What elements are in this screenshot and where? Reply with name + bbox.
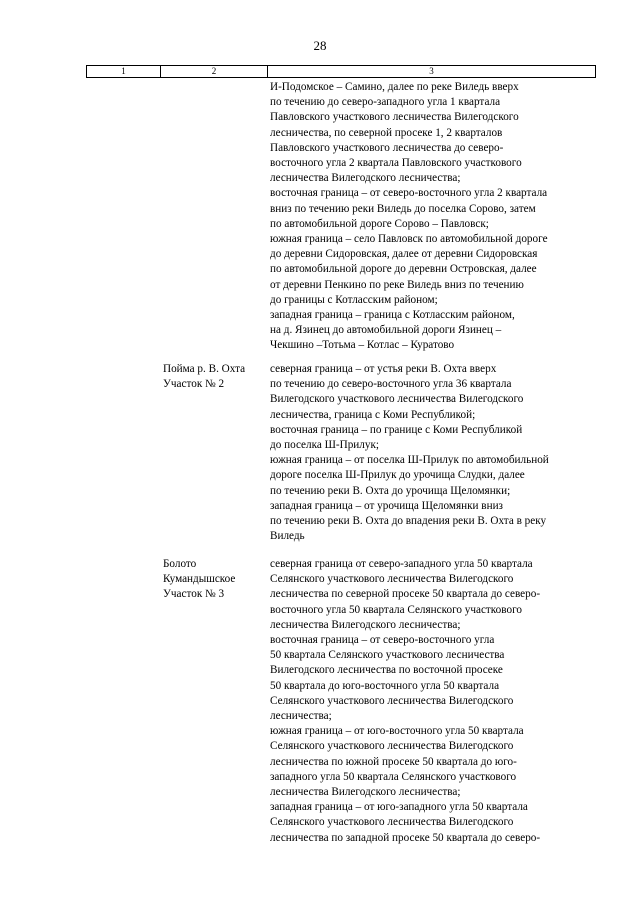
text-line: северная граница от северо-западного угла 50 квартала [270, 558, 533, 570]
text-line: восточная граница – по границе с Коми Республикой [270, 423, 523, 436]
text-line: Вилегодского участкового лесничества Вилегодского [270, 393, 524, 406]
text-line: по течению до северо-восточного угла 36 квартала [270, 378, 512, 391]
boundary-description [270, 362, 600, 544]
page-number: 28 [313, 38, 327, 53]
text-line: дороге поселка Ш-Прилук до урочища Слудки, далее [270, 469, 525, 482]
plot-name [163, 557, 268, 603]
text-line: до поселка Ш-Прилук; [270, 439, 380, 452]
text-line: восточного угла 2 квартала Павловского участкового [270, 157, 522, 170]
text-line: лесничества по северной просеке 50 квартала до северо- [270, 588, 541, 601]
boundary-description [270, 557, 600, 846]
text-line: Виледь [270, 530, 305, 543]
text-line: Чекшино –Тотьма – Котлас – Куратово [270, 339, 455, 352]
text-line: Болото [163, 558, 197, 570]
column-header-2: 2 [161, 66, 268, 77]
text-line: Селянского участкового лесничества Вилегодского [270, 573, 514, 586]
text-line: лесничества по западной просеке 50 квартала до северо- [270, 831, 541, 844]
plot-name [163, 362, 268, 392]
column-header-3: 3 [429, 66, 434, 76]
text-line: южная граница – от поселка Ш-Прилук по автомобильной [270, 454, 549, 467]
text-line: Участок № 3 [163, 588, 225, 601]
text-line: лесничества; [270, 710, 332, 723]
text-line: по автомобильной дороге до деревни Островская, далее [270, 263, 537, 276]
text-line: Участок № 2 [163, 378, 225, 391]
text-line: лесничества по южной просеке 50 квартала до юго- [270, 755, 517, 768]
text-line: Вилегодского лесничества по восточной просеке [270, 664, 503, 677]
text-line: Селянского участкового лесничества Вилегодского [270, 694, 514, 707]
text-line: восточная граница – от северо-восточного угла [270, 634, 495, 647]
text-line: по автомобильной дороге Сорово – Павловск; [270, 217, 489, 230]
text-line: западная граница – от юго-западного угла 50 квартала [270, 801, 528, 814]
text-line: южная граница – от юго-восточного угла 50 квартала [270, 725, 524, 738]
column-header-1: 1 [87, 66, 161, 77]
table-header-row [86, 65, 596, 78]
text-line: лесничества, по северной просеке 1, 2 кварталов [270, 126, 503, 139]
text-line: до деревни Сидоровская, далее от деревни Сидоровская [270, 248, 538, 261]
text-line: до границы с Котласским районом; [270, 293, 438, 306]
text-line: на д. Язинец до автомобильной дороги Язинец – [270, 324, 502, 337]
text-line: западного угла 50 квартала Селянского участкового [270, 770, 517, 783]
text-line: вниз по течению реки Виледь до поселка Сорово, затем [270, 202, 536, 215]
text-line: по течению реки В. Охта до урочища Щеломянки; [270, 484, 511, 497]
text-line: Селянского участкового лесничества Вилегодского [270, 816, 514, 829]
text-line: западная граница – граница с Котласским районом, [270, 309, 515, 322]
boundary-description [270, 80, 600, 354]
text-line: 50 квартала до юго-восточного угла 50 квартала [270, 679, 500, 692]
text-line: лесничества Вилегодского лесничества; [270, 618, 461, 631]
text-line: лесничества, граница с Коми Республикой; [270, 408, 476, 421]
text-line: лесничества Вилегодского лесничества; [270, 172, 461, 185]
text-line: по течению до северо-западного угла 1 квартала [270, 96, 501, 109]
text-line: западная граница – от урочища Щеломянки вниз [270, 499, 503, 512]
text-line: И-Подомское – Самино, далее по реке Виледь вверх [270, 81, 519, 93]
text-line: Павловского участкового лесничества до северо- [270, 141, 504, 154]
text-line: восточная граница – от северо-восточного угла 2 квартала [270, 187, 548, 200]
text-line: восточного угла 50 квартала Селянского участкового [270, 603, 522, 616]
text-line: Павловского участкового лесничества Вилегодского [270, 111, 519, 124]
text-line: от деревни Пенкино по реке Виледь вниз по течению [270, 278, 524, 291]
text-line: Селянского участкового лесничества Вилегодского [270, 740, 514, 753]
text-line: северная граница – от устья реки В. Охта вверх [270, 363, 497, 375]
text-line: южная граница – село Павловск по автомобильной дороге [270, 233, 548, 246]
text-line: Кумандышское [163, 573, 236, 586]
text-line: по течению реки В. Охта до впадения реки В. Охта в реку [270, 515, 547, 528]
text-line: Пойма р. В. Охта [163, 363, 246, 375]
text-line: лесничества Вилегодского лесничества; [270, 786, 461, 799]
text-line: 50 квартала Селянского участкового лесничества [270, 649, 505, 662]
